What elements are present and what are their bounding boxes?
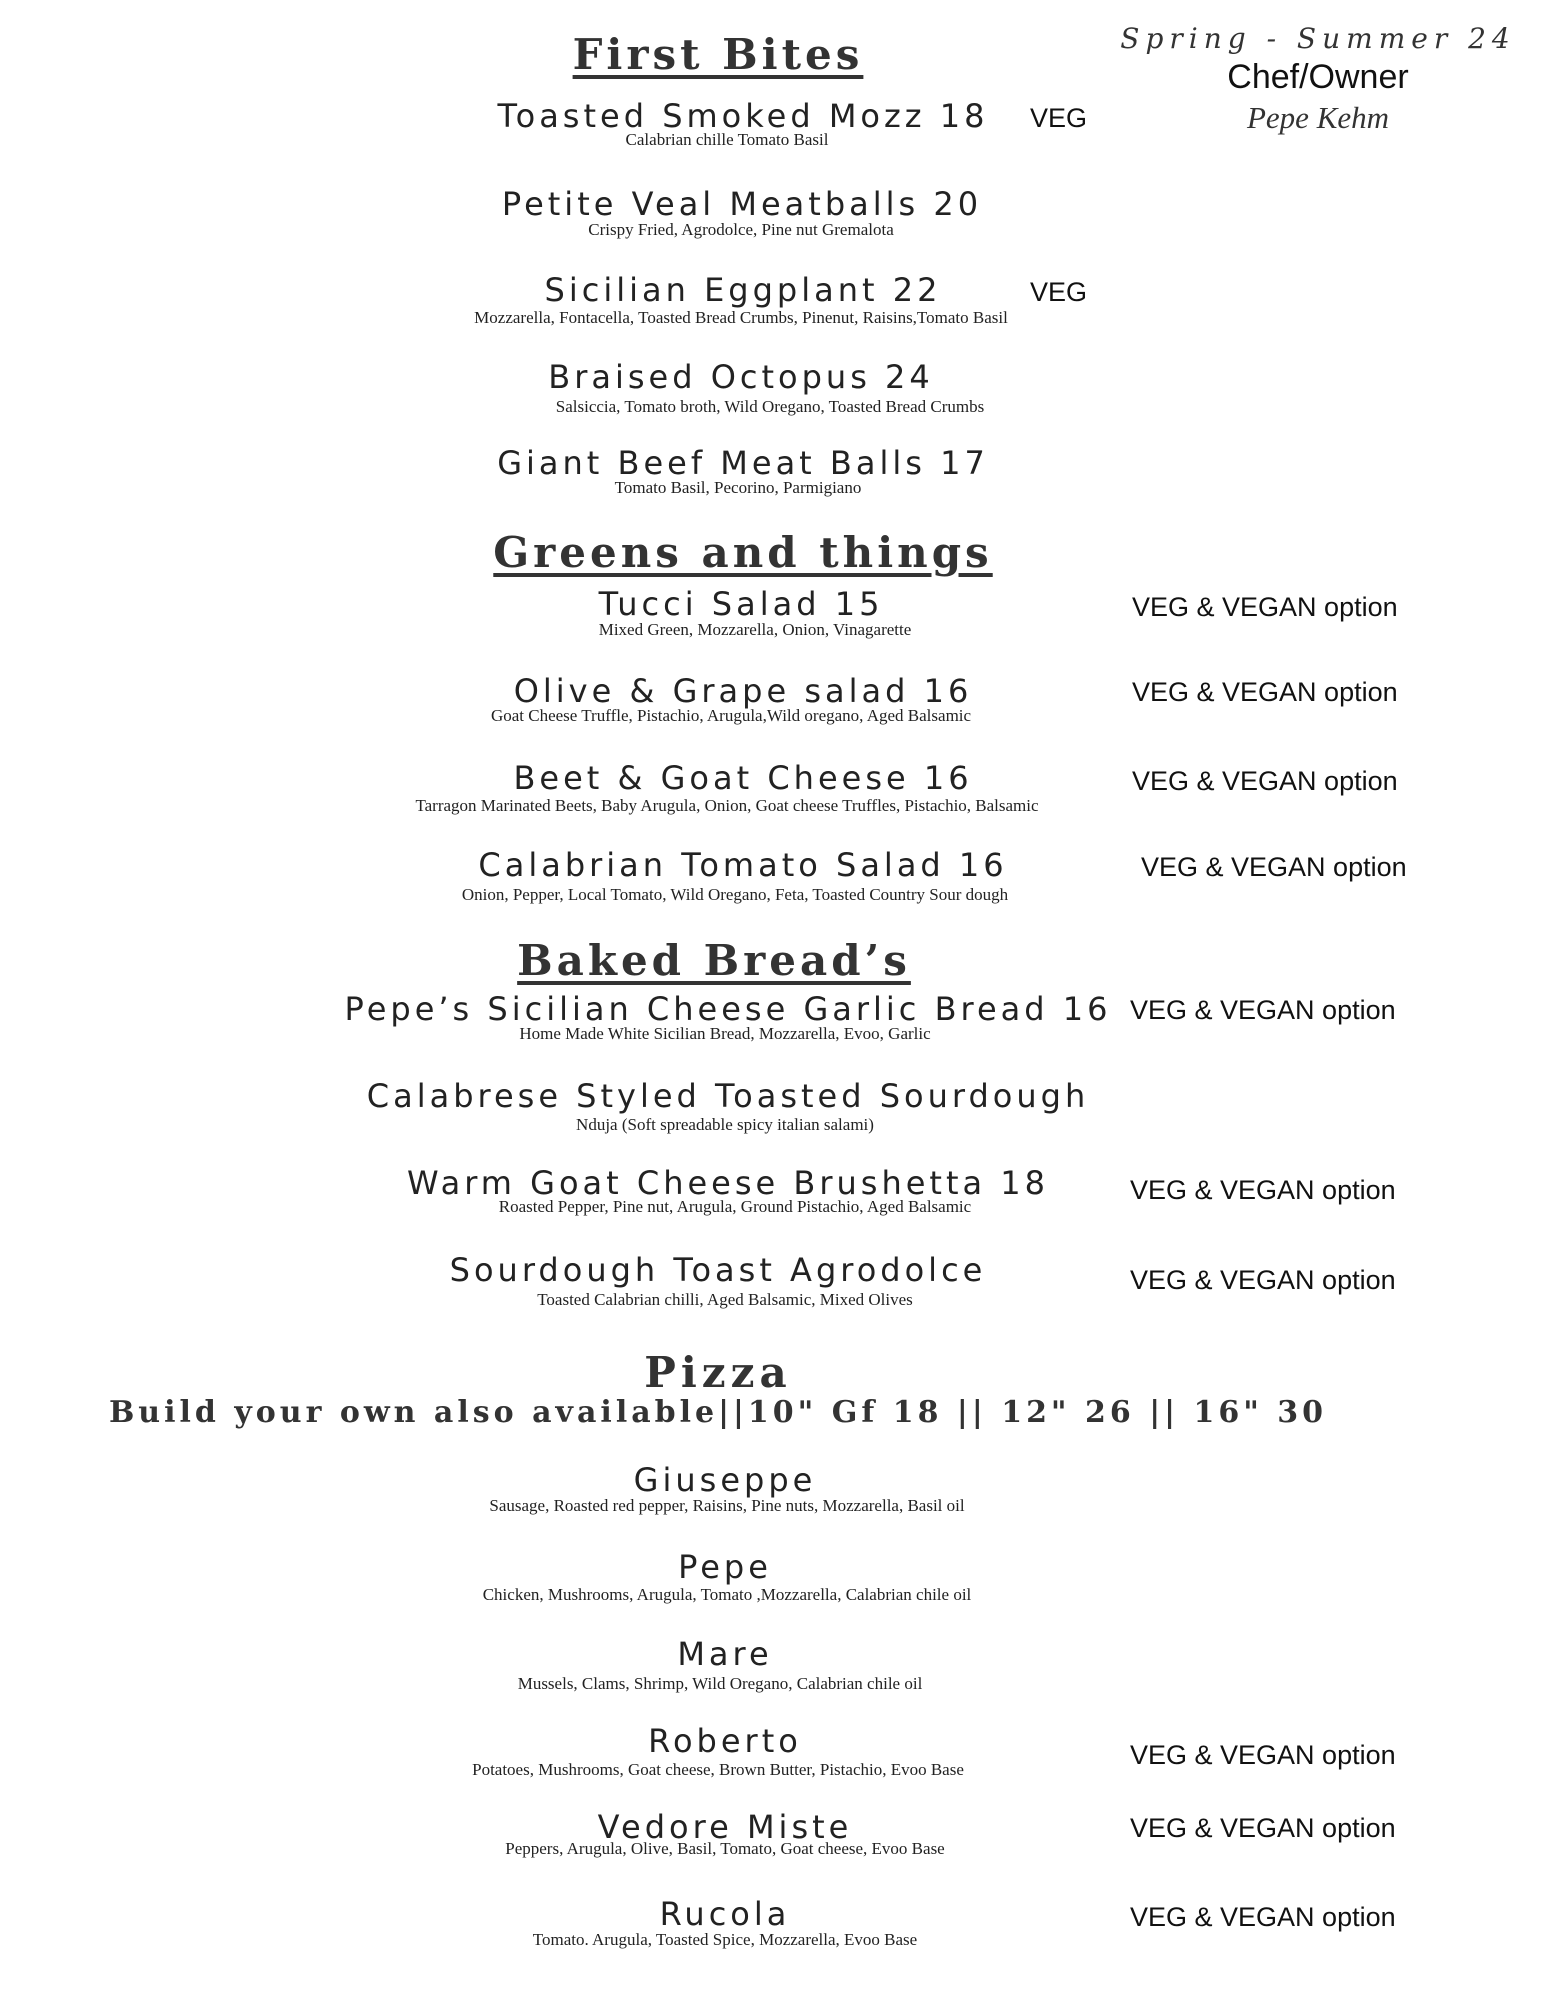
menu-item-name: Olive & Grape salad 16 <box>513 672 973 710</box>
menu-item-name: Calabrian Tomato Salad 16 <box>478 846 1008 884</box>
veg-tag: VEG <box>1030 103 1088 133</box>
menu-item-name: Giant Beef Meat Balls 17 <box>497 444 989 482</box>
menu-item-name: Mare <box>677 1635 773 1673</box>
menu-item-name: Warm Goat Cheese Brushetta 18 <box>407 1164 1049 1202</box>
section-title-pizza: Pizza <box>644 1348 792 1397</box>
menu-item-desc: Tarragon Marinated Beets, Baby Arugula, Onion, Goat cheese Truffles, Pistachio, Balsamic <box>415 796 1039 815</box>
menu-item-desc: Salsiccia, Tomato broth, Wild Oregano, Toasted Bread Crumbs <box>555 397 985 416</box>
veg-vegan-tag: VEG & VEGAN option <box>1132 592 1398 622</box>
chef-owner-label: Chef/Owner <box>1227 58 1409 96</box>
menu-item-name: Pepe <box>678 1548 772 1586</box>
pizza-build-your-own: Build your own also available||10" Gf 18 || 12" 26 || 16" 30 <box>108 1395 1328 1430</box>
section-title-first-bites: First Bites <box>572 30 864 79</box>
veg-vegan-tag: VEG & VEGAN option <box>1130 1813 1396 1843</box>
menu-item-name: Vedore Miste <box>597 1808 853 1846</box>
menu-item-name: Braised Octopus 24 <box>548 358 934 396</box>
menu-item-name: Roberto <box>648 1722 802 1760</box>
menu-item-desc: Home Made White Sicilian Bread, Mozzarella, Evoo, Garlic <box>519 1024 931 1043</box>
menu-item-name: Pepe’s Sicilian Cheese Garlic Bread 16 <box>344 990 1112 1028</box>
menu-item-name: Tucci Salad 15 <box>598 585 884 623</box>
section-title-greens: Greens and things <box>493 528 993 577</box>
menu-item-name: Beet & Goat Cheese 16 <box>513 759 973 797</box>
season-label: Spring - Summer 24 <box>1120 22 1516 55</box>
owner-name: Pepe Kehm <box>1246 100 1390 135</box>
section-title-breads: Baked Bread’s <box>517 936 911 985</box>
menu-item-name: Sicilian Eggplant 22 <box>544 271 942 309</box>
menu-item-desc: Peppers, Arugula, Olive, Basil, Tomato, Goat cheese, Evoo Base <box>505 1839 945 1858</box>
menu-item-name: Giuseppe <box>633 1461 817 1499</box>
menu-item-desc: Onion, Pepper, Local Tomato, Wild Oregano, Feta, Toasted Country Sour dough <box>461 885 1009 904</box>
veg-vegan-tag: VEG & VEGAN option <box>1130 1902 1396 1932</box>
menu-item-desc: Potatoes, Mushrooms, Goat cheese, Brown Butter, Pistachio, Evoo Base <box>472 1760 964 1779</box>
menu-item-name: Calabrese Styled Toasted Sourdough <box>366 1077 1090 1115</box>
menu-item-desc: Tomato Basil, Pecorino, Parmigiano <box>614 478 862 497</box>
menu-item-desc: Toasted Calabrian chilli, Aged Balsamic, Mixed Olives <box>537 1290 913 1309</box>
menu-item-desc: Tomato. Arugula, Toasted Spice, Mozzarella, Evoo Base <box>532 1930 918 1949</box>
menu-item-desc: Crispy Fried, Agrodolce, Pine nut Gremalota <box>588 220 894 239</box>
menu-item-name: Toasted Smoked Mozz 18 <box>497 97 989 135</box>
veg-vegan-tag: VEG & VEGAN option <box>1132 677 1398 707</box>
menu-item-desc: Chicken, Mushrooms, Arugula, Tomato ,Mozzarella, Calabrian chile oil <box>482 1585 972 1604</box>
menu-item-name: Rucola <box>659 1895 791 1933</box>
menu-item-name: Petite Veal Meatballs 20 <box>501 185 983 223</box>
veg-vegan-tag: VEG & VEGAN option <box>1141 852 1407 882</box>
veg-vegan-tag: VEG & VEGAN option <box>1130 1265 1396 1295</box>
veg-tag: VEG <box>1030 277 1088 307</box>
veg-vegan-tag: VEG & VEGAN option <box>1130 1740 1396 1770</box>
menu-item-desc: Calabrian chille Tomato Basil <box>625 130 829 149</box>
menu-item-desc: Mixed Green, Mozzarella, Onion, Vinagarette <box>598 620 912 639</box>
menu-item-desc: Roasted Pepper, Pine nut, Arugula, Ground Pistachio, Aged Balsamic <box>498 1197 972 1216</box>
veg-vegan-tag: VEG & VEGAN option <box>1130 995 1396 1025</box>
menu-item-name: Sourdough Toast Agrodolce <box>449 1251 987 1289</box>
menu-item-desc: Goat Cheese Truffle, Pistachio, Arugula,Wild oregano, Aged Balsamic <box>490 706 972 725</box>
veg-vegan-tag: VEG & VEGAN option <box>1130 1175 1396 1205</box>
menu-item-desc: Mozzarella, Fontacella, Toasted Bread Crumbs, Pinenut, Raisins,Tomato Basil <box>474 308 1008 327</box>
veg-vegan-tag: VEG & VEGAN option <box>1132 766 1398 796</box>
menu-item-desc: Nduja (Soft spreadable spicy italian salami) <box>576 1115 874 1134</box>
menu-item-desc: Mussels, Clams, Shrimp, Wild Oregano, Calabrian chile oil <box>517 1674 923 1693</box>
menu-item-desc: Sausage, Roasted red pepper, Raisins, Pine nuts, Mozzarella, Basil oil <box>489 1496 965 1515</box>
